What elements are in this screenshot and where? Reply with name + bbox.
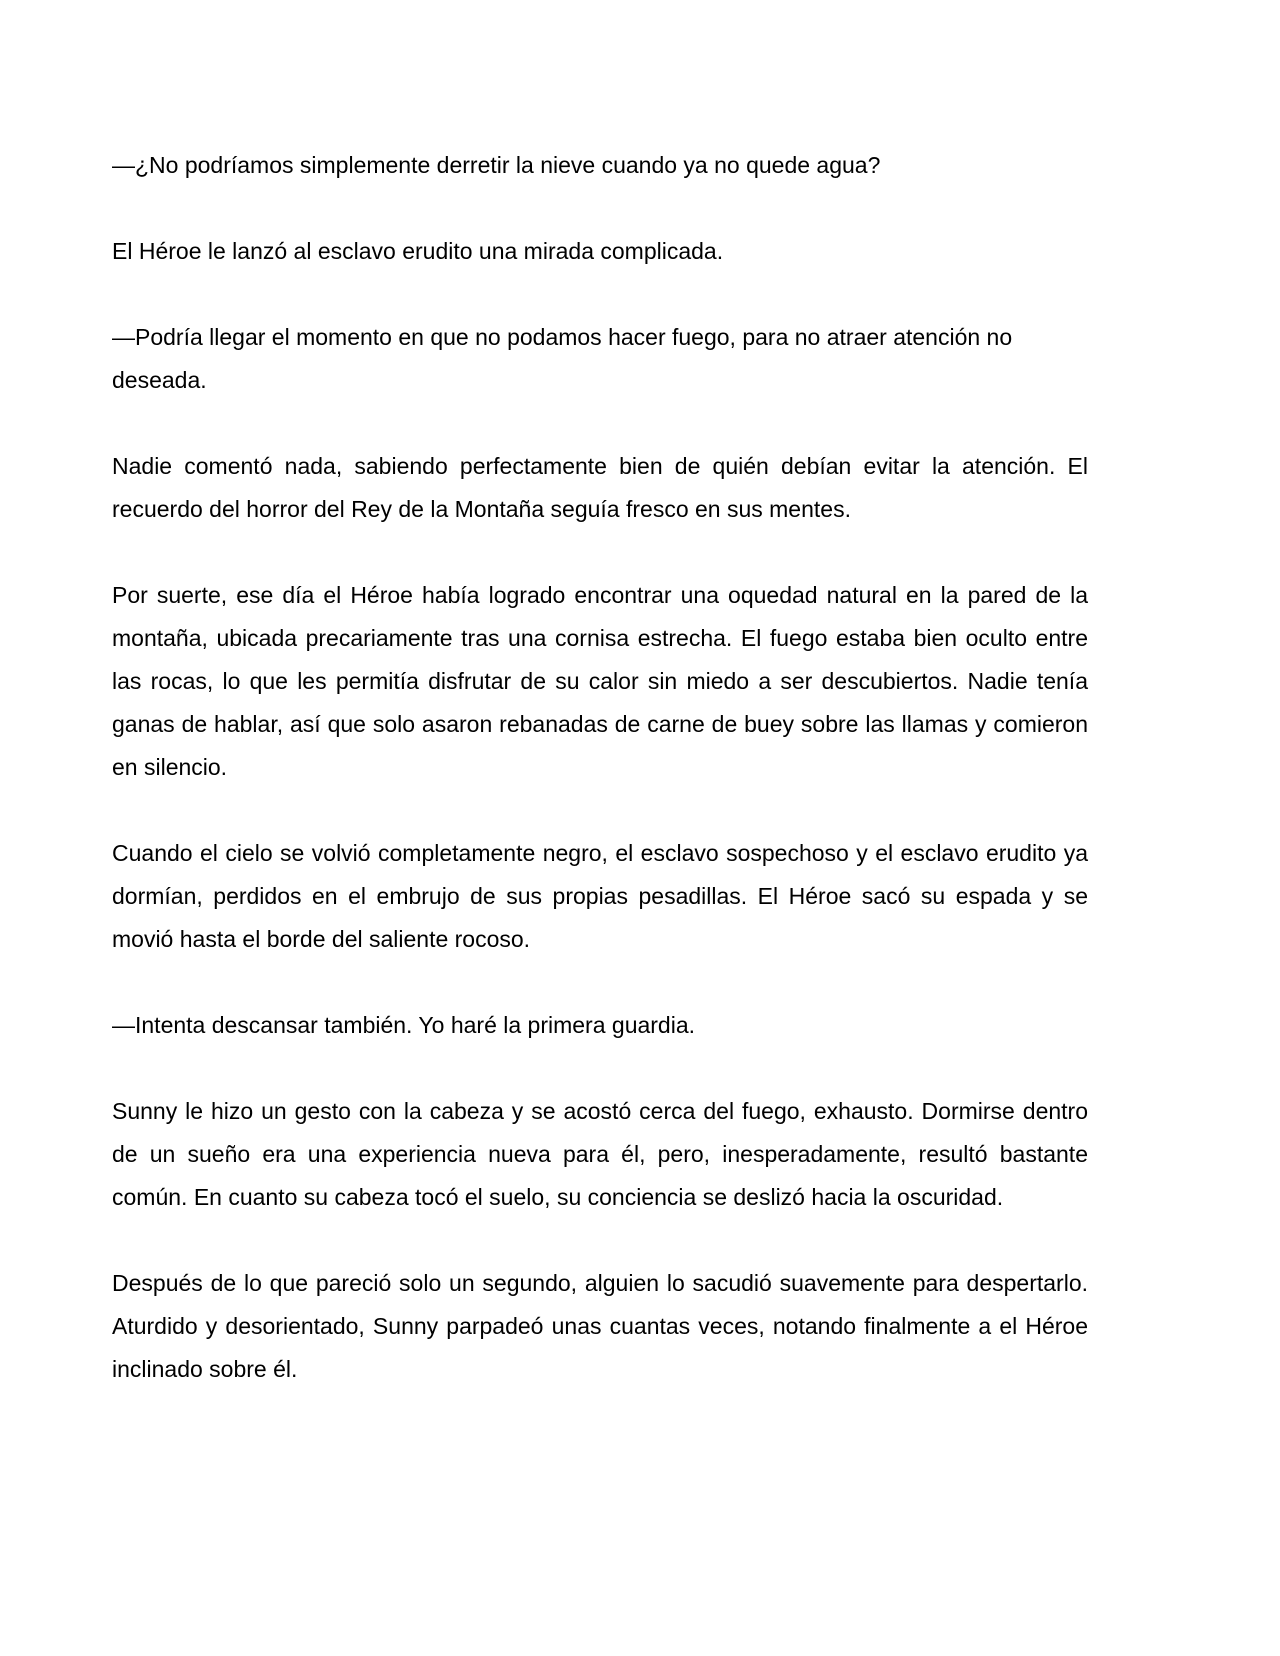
paragraph-7: —Intenta descansar también. Yo haré la primera guardia. <box>112 1012 696 1038</box>
paragraph-4: Nadie comentó nada, sabiendo perfectamente bien de quién debían evitar la atención. El recuerdo del horror del Rey de la Montaña seguía fresco en sus mentes. <box>112 453 1088 522</box>
paragraph-1: —¿No podríamos simplemente derretir la nieve cuando ya no quede agua? <box>112 152 881 178</box>
paragraph-2: El Héroe le lanzó al esclavo erudito una mirada complicada. <box>112 238 724 264</box>
paragraph-5: Por suerte, ese día el Héroe había logrado encontrar una oquedad natural en la pared de la montaña, ubicada precariamente tras una cornisa estrecha. El fuego estaba bien oculto entre las rocas, lo que les permitía disfrutar de su calor sin miedo a ser descubiertos. Nadie tenía ganas de hablar, así que solo asaron rebanadas de carne de buey sobre las llamas y comieron en silencio. <box>112 582 1088 780</box>
document-body <box>112 144 1088 1434</box>
paragraph-3: —Podría llegar el momento en que no podamos hacer fuego, para no atraer atención no deseada. <box>112 324 1013 393</box>
paragraph-9: Después de lo que pareció solo un segundo, alguien lo sacudió suavemente para despertarlo. Aturdido y desorientado, Sunny parpadeó unas cuantas veces, notando finalmente a el Héroe inclinado sobre él. <box>112 1270 1088 1382</box>
paragraph-8: Sunny le hizo un gesto con la cabeza y se acostó cerca del fuego, exhausto. Dormirse dentro de un sueño era una experiencia nueva para él, pero, inesperadamente, resultó bastante común. En cuanto su cabeza tocó el suelo, su conciencia se deslizó hacia la oscuridad. <box>112 1098 1088 1210</box>
paragraph-6: Cuando el cielo se volvió completamente negro, el esclavo sospechoso y el esclavo erudito ya dormían, perdidos en el embrujo de sus propias pesadillas. El Héroe sacó su espada y se movió hasta el borde del saliente rocoso. <box>112 840 1088 952</box>
